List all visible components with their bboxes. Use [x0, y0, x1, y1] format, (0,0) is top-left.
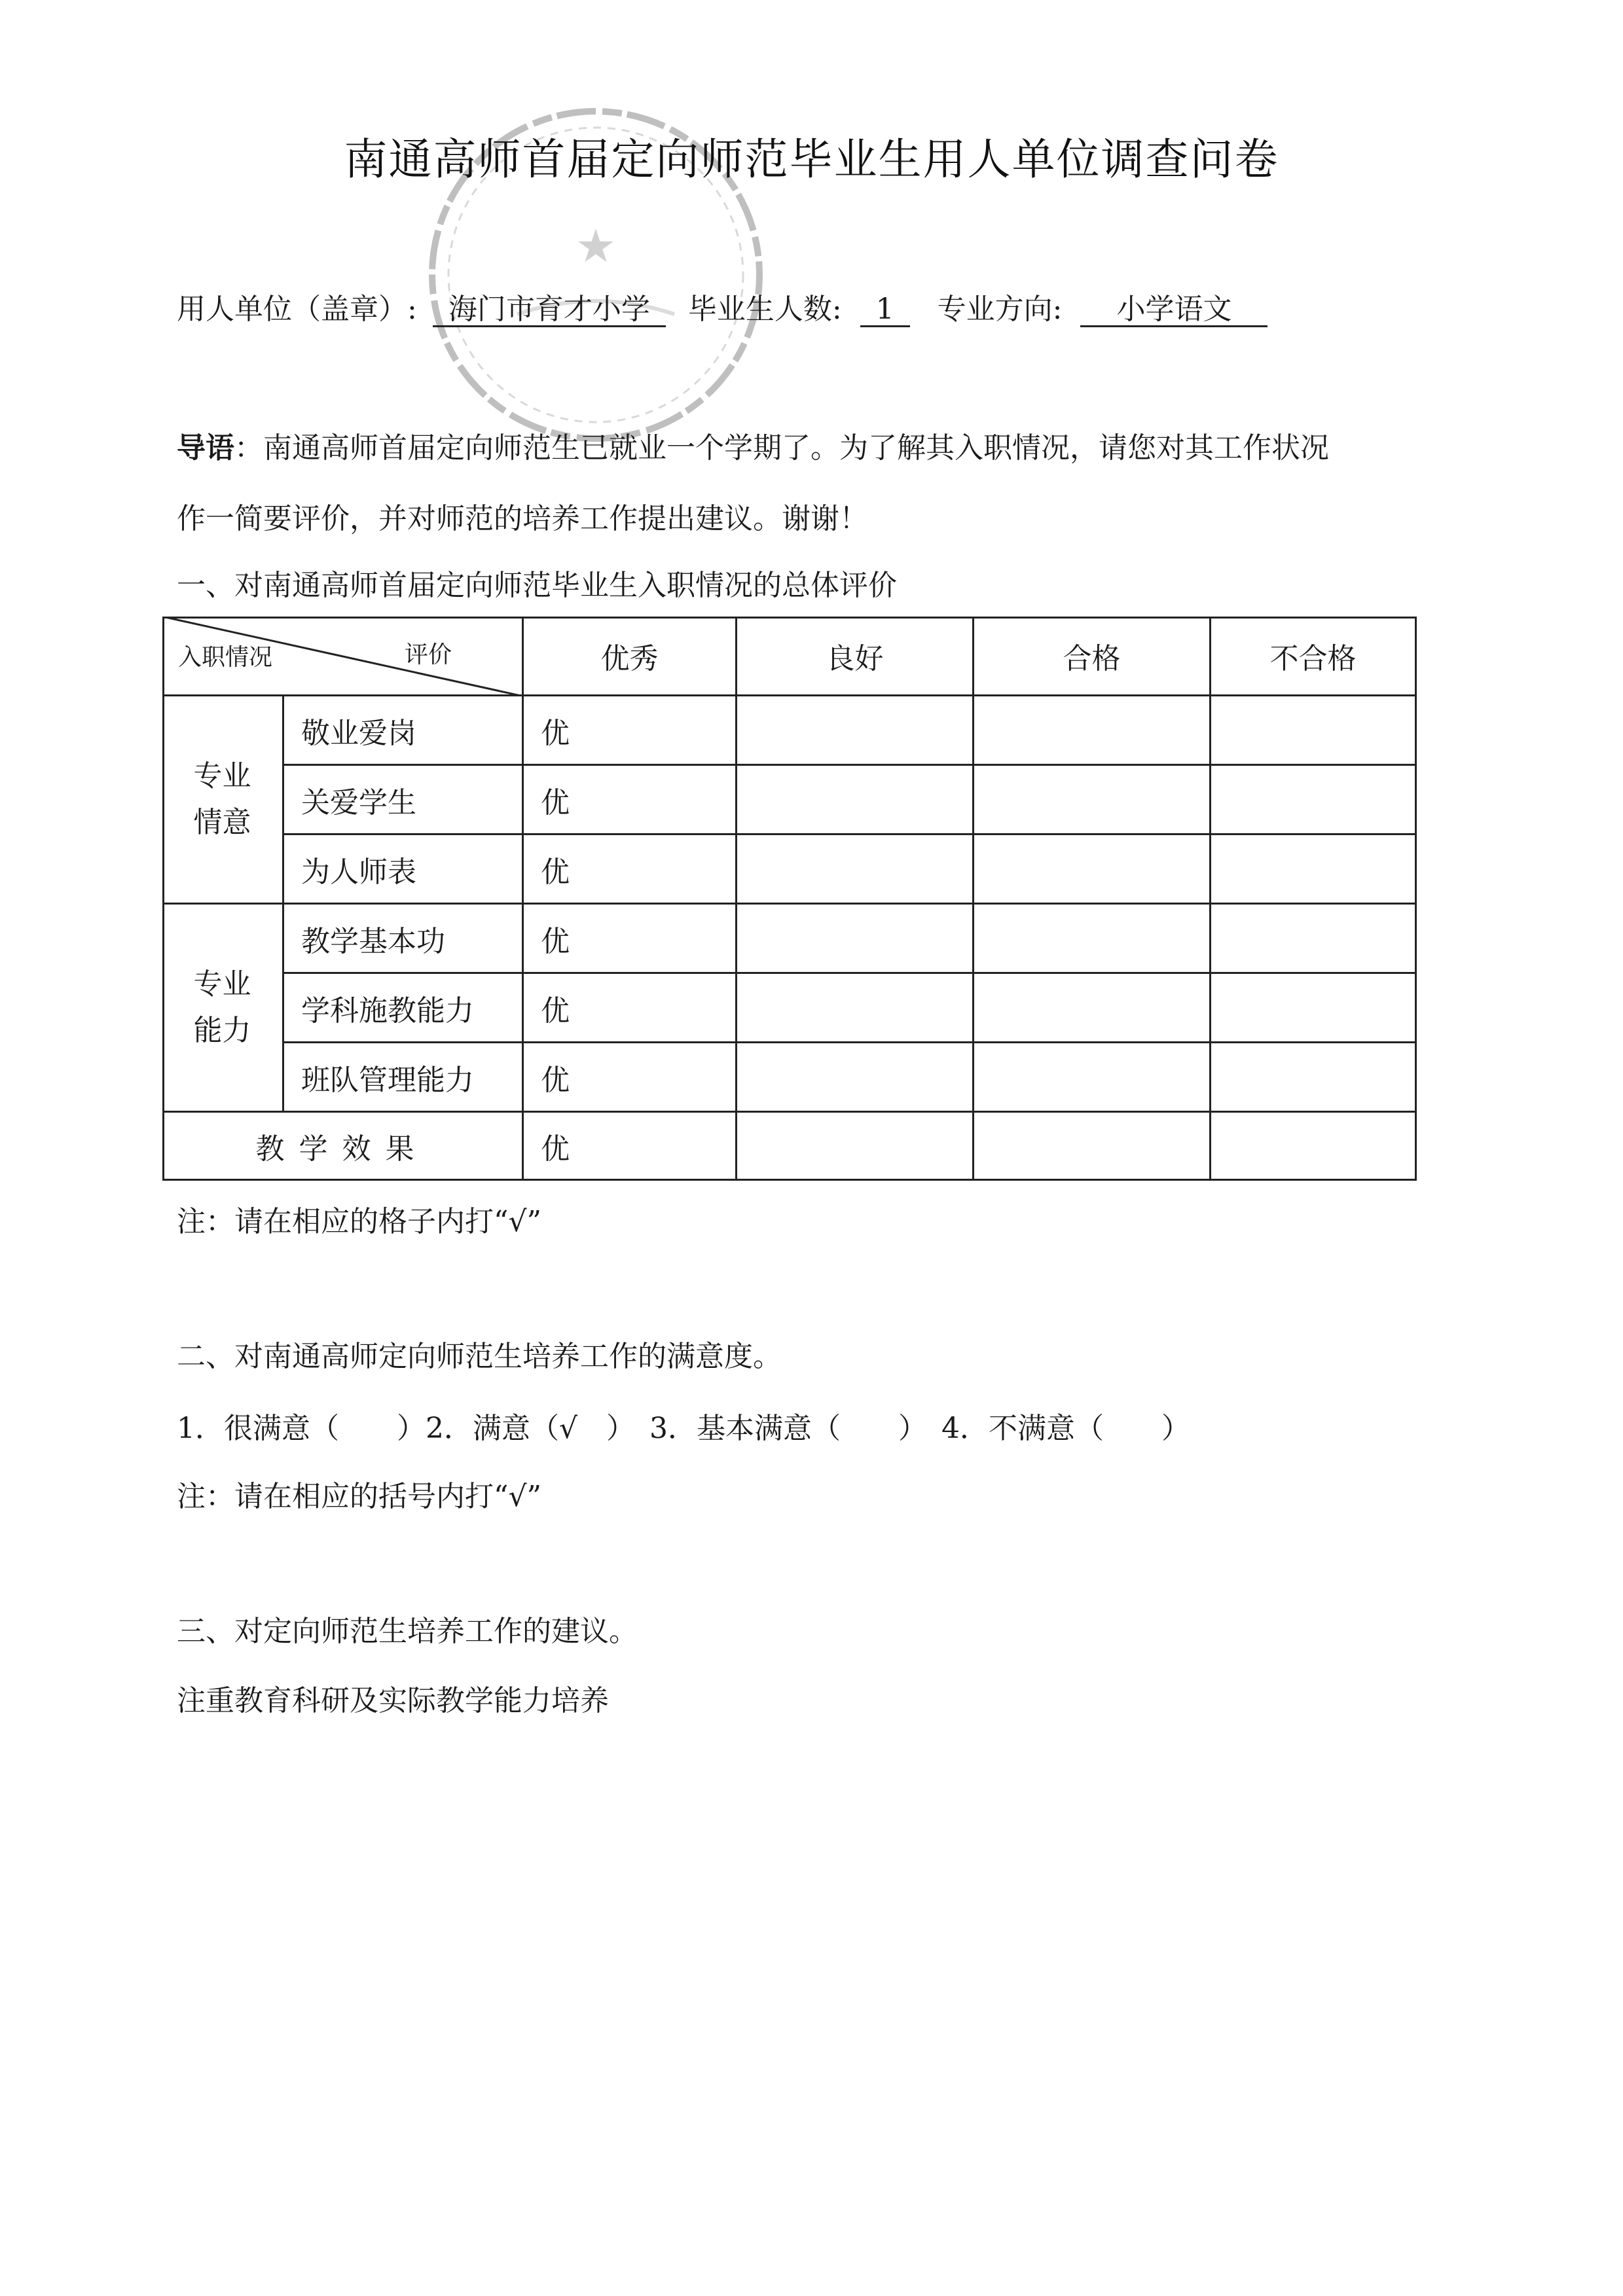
row-label: 敬业爱岗: [284, 696, 524, 766]
row-value-fail: [1211, 766, 1417, 835]
row-value-excellent: 优: [524, 835, 737, 905]
column-header-good: 良好: [737, 617, 974, 696]
row-value-fail: [1211, 905, 1417, 974]
column-header-excellent: 优秀: [524, 617, 737, 696]
row-value-fail: [1211, 835, 1417, 905]
header-corner-cell: [162, 617, 524, 696]
major-value: 小学语文: [1080, 294, 1267, 327]
info-line: [177, 285, 1267, 327]
row-value-good: [737, 835, 974, 905]
group-label-professional-ability: 专业能力: [162, 905, 284, 1113]
teaching-effect-fail: [1211, 1113, 1417, 1181]
row-value-pass: [974, 766, 1211, 835]
section1-heading: 一、对南通高师首届定向师范毕业生入职情况的总体评价: [177, 569, 897, 602]
section2-note: 注：请在相应的括号内打“√”: [177, 1480, 542, 1513]
row-label: 关爱学生: [284, 766, 524, 835]
row-label: 学科施教能力: [284, 974, 524, 1043]
intro-lead: 导语: [177, 431, 234, 465]
graduate-count-value: 1: [860, 294, 910, 327]
intro-text-1: ：南通高师首届定向师范生已就业一个学期了。为了解其入职情况，请您对其工作状况: [234, 431, 1329, 465]
teaching-effect-excellent: 优: [524, 1113, 737, 1181]
major-label: 专业方向:: [937, 293, 1063, 326]
row-value-fail: [1211, 974, 1417, 1043]
teaching-effect-pass: [974, 1113, 1211, 1181]
corner-label-left: 入职情况: [178, 644, 273, 671]
row-value-good: [737, 766, 974, 835]
section3-heading: 三、对定向师范生培养工作的建议。: [177, 1615, 638, 1648]
row-value-good: [737, 696, 974, 766]
column-header-fail: 不合格: [1211, 617, 1417, 696]
row-value-good: [737, 1043, 974, 1113]
row-label: 为人师表: [284, 835, 524, 905]
page-title: 南通高师首届定向师范毕业生用人单位调查问卷: [344, 134, 1279, 185]
svg-text:★: ★: [575, 219, 617, 273]
intro-text-2: 作一简要评价，并对师范的培养工作提出建议。谢谢！: [177, 502, 868, 535]
teaching-effect-good: [737, 1113, 974, 1181]
row-label: 班队管理能力: [284, 1043, 524, 1113]
section2-heading: 二、对南通高师定向师范生培养工作的满意度。: [177, 1340, 782, 1373]
row-value-good: [737, 905, 974, 974]
row-value-pass: [974, 835, 1211, 905]
row-value-pass: [974, 905, 1211, 974]
row-value-excellent: 优: [524, 766, 737, 835]
column-header-pass: 合格: [974, 617, 1211, 696]
row-value-fail: [1211, 696, 1417, 766]
row-value-pass: [974, 974, 1211, 1043]
section1-note: 注：请在相应的格子内打“√”: [177, 1205, 542, 1238]
row-label: 教学基本功: [284, 905, 524, 974]
row-value-excellent: 优: [524, 905, 737, 974]
group-label-professional-sentiment: 专业情意: [162, 696, 284, 905]
teaching-effect-label: 教学效果: [162, 1113, 524, 1181]
graduate-count-label: 毕业生人数:: [687, 293, 842, 326]
employer-label: 用人单位（盖章）:: [177, 293, 417, 326]
row-value-fail: [1211, 1043, 1417, 1113]
intro-line-1: [177, 424, 1329, 466]
row-value-good: [737, 974, 974, 1043]
row-value-excellent: 优: [524, 696, 737, 766]
evaluation-table: [162, 617, 1417, 1181]
employer-value: 海门市育才小学: [433, 294, 666, 327]
corner-label-right: 评价: [405, 641, 452, 668]
row-value-excellent: 优: [524, 1043, 737, 1113]
suggestion-answer: 注重教育科研及实际教学能力培养: [177, 1684, 609, 1717]
satisfaction-options: 1．很满意（ ）2．满意（√ ） 3．基本满意（ ） 4．不满意（ ）: [177, 1412, 1191, 1445]
row-value-pass: [974, 696, 1211, 766]
row-value-excellent: 优: [524, 974, 737, 1043]
row-value-pass: [974, 1043, 1211, 1113]
